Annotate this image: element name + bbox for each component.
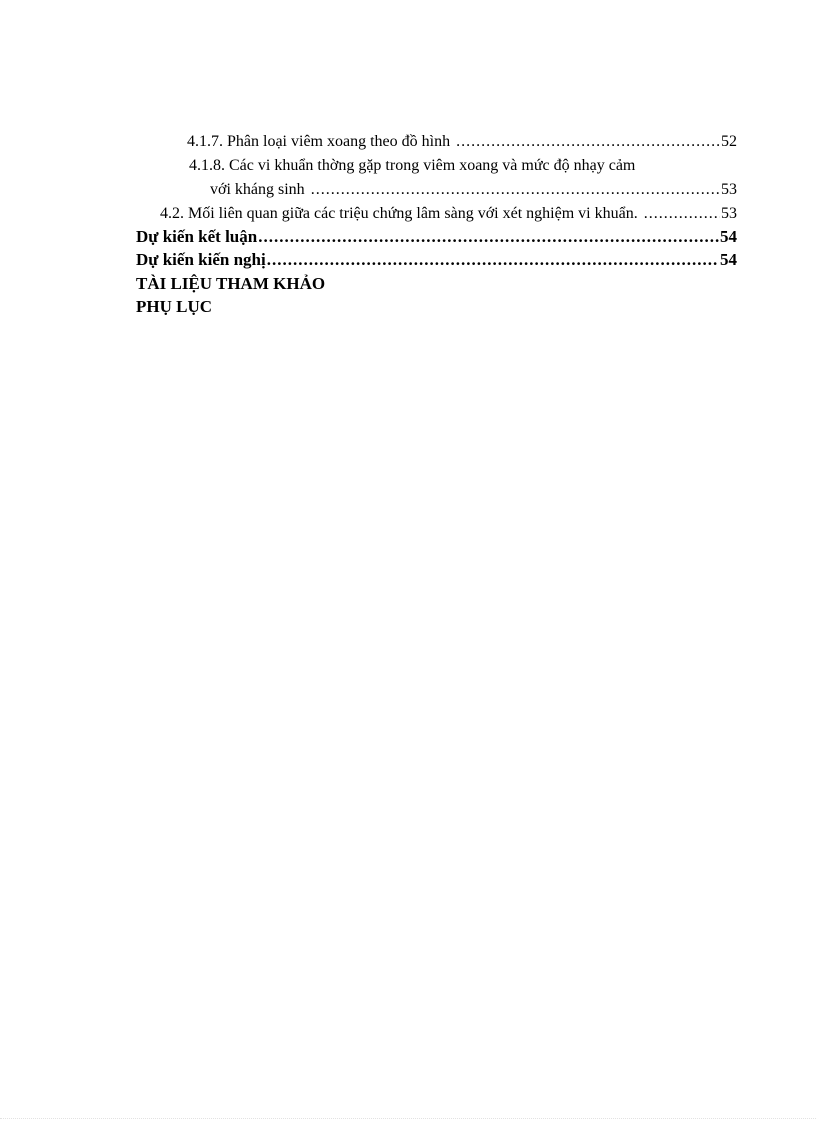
toc-entry-title: 4.1.7. Phân loại viêm xoang theo đồ hình: [187, 133, 451, 150]
toc-entry-4-1-8-continuation: [210, 179, 737, 201]
toc-entry-4-1-8: [189, 155, 737, 177]
toc-entry-title: 4.1.8. Các vi khuẩn thờng gặp trong viêm xoang và mức độ nhạy cảm: [189, 157, 636, 174]
toc-entry-title: Dự kiến kiến nghị: [136, 250, 266, 269]
toc-leader-dots: [267, 249, 719, 271]
toc-leader-dots: [456, 131, 720, 153]
toc-entry-page: 54: [720, 250, 737, 269]
page-bottom-rule: [0, 1118, 816, 1119]
toc-heading-references: TÀI LIỆU THAM KHẢO: [136, 274, 326, 293]
toc-entry-title: Dự kiến kết luận: [136, 227, 258, 246]
toc-entry-title: 4.2. Mối liên quan giữa các triệu chứng lâm sàng với xét nghiệm vi khuẩn.: [160, 205, 638, 222]
toc-entry-conclusion: [136, 226, 737, 248]
toc-entry-page: 53: [721, 181, 737, 198]
toc-entry-page: 54: [720, 227, 737, 246]
toc-heading-appendix: PHỤ LỤC: [136, 297, 213, 316]
toc-entry-page: 53: [721, 205, 737, 222]
toc-entry-page: 52: [721, 133, 737, 150]
toc-leader-dots: [311, 179, 720, 201]
toc-entry-recommendation: [136, 249, 737, 271]
toc-entry-4-1-7: [187, 131, 737, 153]
toc-leader-dots: [644, 203, 720, 225]
toc-leader-dots: [258, 226, 719, 248]
toc-entry-4-2: [160, 203, 737, 225]
toc-entry-title-continuation: với kháng sinh: [210, 181, 305, 198]
